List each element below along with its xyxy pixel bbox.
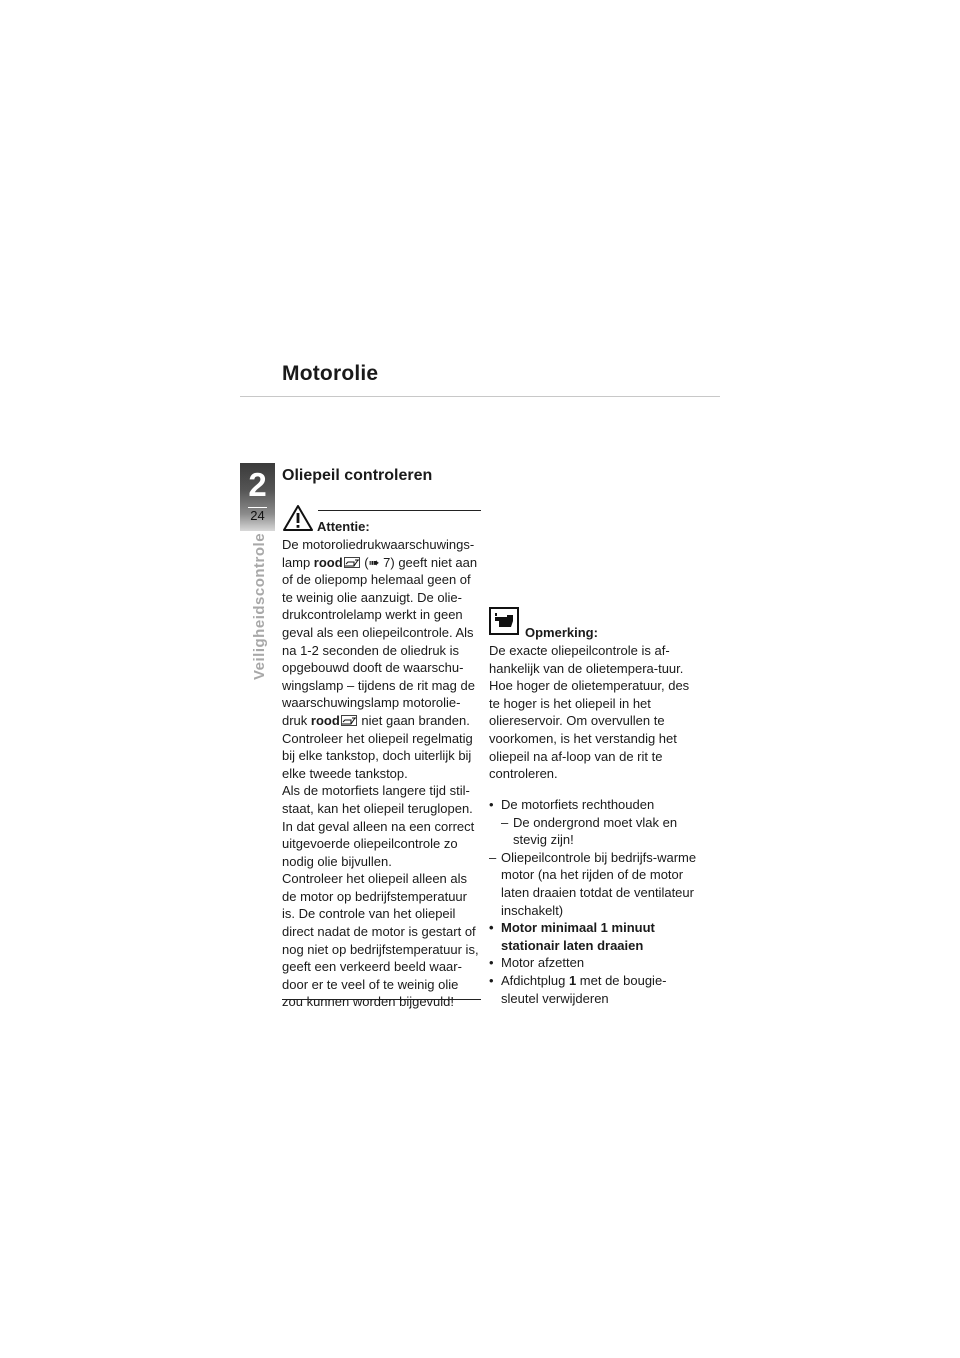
attention-paragraph-1: of de oliepomp helemaal geen of te weinig olie aanzuigt. De olie-drukcontrolelamp werkt in geen geval als een oliepeilcontrole. Als na 1-2 seconden de oliedruk is opgebouwd dooft de waarschu-wingslamp – tijdens de rit mag de waarschuwingslamp motorolie- xyxy=(282,572,475,711)
step-text: Oliepeilcontrole bij bedrijfs-warme motor (na het rijden of de motor laten draaien totdat de ventilateur inschakelt) xyxy=(501,849,697,918)
step-text: met de bougie-sleutel verwijderen xyxy=(501,972,667,1006)
attention-text: druk xyxy=(282,712,311,728)
attention-line-2 xyxy=(282,554,482,572)
note-hand-icon xyxy=(489,607,519,635)
attention-rule-bottom xyxy=(282,999,481,1000)
bullet-marker: • xyxy=(489,955,494,971)
list-item xyxy=(489,814,704,849)
attention-label: Attentie: xyxy=(317,519,370,534)
bullet-marker: • xyxy=(489,972,494,988)
bullet-marker: – xyxy=(501,814,509,830)
page-title: Motorolie xyxy=(282,362,379,385)
list-item xyxy=(489,954,704,972)
step-items xyxy=(489,796,704,972)
step-emphasis: 1 xyxy=(568,972,577,988)
attention-text: ( xyxy=(360,554,369,570)
attention-text: 7) geeft niet aan xyxy=(379,554,478,570)
attention-paragraph-4: Controleer het oliepeil alleen als de motor op bedrijfstemperatuur is. De controle van het oliepeil direct nadat de motor is gestart of nog niet op bedrijfstemperatuur is, geeft een verkeerd beeld waar-door er te veel of te weinig olie zou kunnen worden bijgevuld! xyxy=(282,871,479,1010)
bullet-marker: – xyxy=(489,849,497,865)
section-heading: Oliepeil controleren xyxy=(282,467,433,484)
step-text: De motorfiets rechthouden xyxy=(501,797,655,812)
list-item xyxy=(489,796,704,814)
attention-line-druk xyxy=(282,712,482,730)
attention-text: lamp xyxy=(282,554,314,570)
arrow-right-icon: ➠ xyxy=(368,554,380,570)
note-body xyxy=(489,642,699,783)
note-paragraph: De exacte oliepeilcontrole is af-hankelijk van de olietempera-tuur. Hoe hoger de olietemperatuur, des te hoger is het oliepeil in het oliereservoir. Om overvullen te voorkomen, is het verstandig het oliepeil na af-loop van de rit te controleren. xyxy=(489,643,690,782)
attention-line-1 xyxy=(282,536,482,554)
attention-rule-top xyxy=(318,510,481,511)
list-item xyxy=(489,972,704,1007)
chapter-tab xyxy=(240,463,275,531)
page-number: 24 xyxy=(250,508,265,523)
chapter-number: 2 xyxy=(248,466,267,503)
side-label: Veiligheidscontrole xyxy=(251,532,268,680)
bullet-marker: • xyxy=(489,920,494,936)
step-text: De ondergrond moet vlak en stevig zijn! xyxy=(513,814,678,848)
step-text: Motor afzetten xyxy=(501,955,585,971)
list-item xyxy=(489,849,704,919)
bullet-marker: • xyxy=(489,797,494,812)
attention-text: niet gaan branden. xyxy=(357,712,470,728)
note-label: Opmerking: xyxy=(525,625,598,640)
list-item xyxy=(489,919,704,954)
attention-body xyxy=(282,536,482,1011)
step-text: Motor minimaal 1 minuut stationair laten draaien xyxy=(501,920,655,953)
title-rule xyxy=(240,396,720,397)
oil-pressure-icon xyxy=(341,715,357,726)
attention-paragraph-3: Als de motorfiets langere tijd stil-staat, kan het oliepeil teruglopen. In dat geval alleen na een correct uitgevoerde oliepeilcontrole zo nodig olie bijvullen. xyxy=(282,783,475,869)
attention-emphasis: rood xyxy=(313,554,343,570)
oil-pressure-icon xyxy=(344,557,360,568)
attention-text: De motoroliedrukwaarschuwings- xyxy=(282,537,475,552)
step-list xyxy=(489,796,704,1007)
warning-triangle-icon xyxy=(282,504,314,532)
attention-paragraph-2: Controleer het oliepeil regelmatig bij elke tankstop, doch uiterlijk bij elke tweede tankstop. xyxy=(282,730,473,781)
attention-emphasis: rood xyxy=(310,712,340,728)
step-text: Afdichtplug xyxy=(501,972,569,988)
